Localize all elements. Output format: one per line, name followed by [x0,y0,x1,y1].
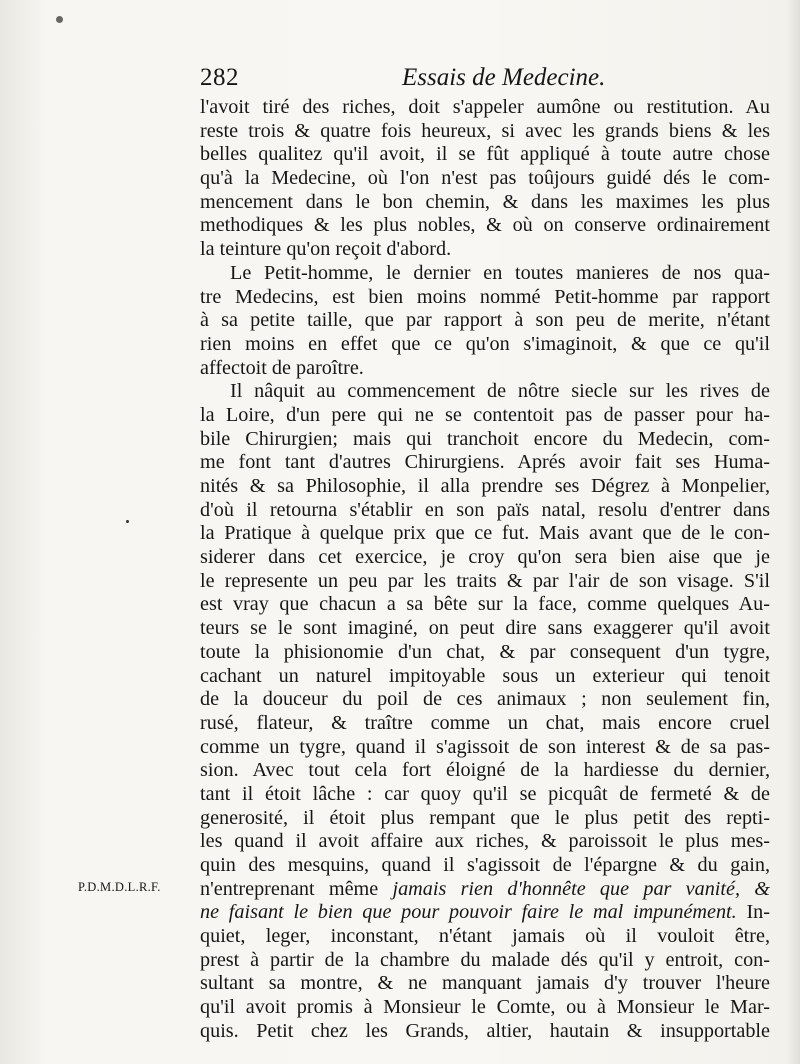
text-line-mixed [200,878,770,902]
text-line: Le Petit-homme, le dernier en toutes manieres de nos qua- [230,261,770,284]
text-segment: In- [746,901,770,924]
text-line: tre Medecins, est bien moins nommé Petit-homme par rapport [200,285,770,308]
text-line: sultant sa montre, & ne manquant jamais d'y trouver l'heure [200,972,770,995]
text-line: reste trois & quatre fois heureux, si avec les grands biens & les [200,119,770,142]
text-line: Il nâquit au commencement de nôtre siecle sur les rives de [230,380,770,403]
text-line: la teinture qu'on reçoit d'abord. [200,238,452,261]
body-text [200,96,770,1044]
text-line-mixed [200,901,770,925]
text-line: comme un tygre, quand il s'agissoit de son interest & de sa pas- [200,735,770,758]
text-line: qu'à la Medecine, où l'on n'est pas toûjours guidé dés le com- [200,167,770,190]
ink-spot [56,16,63,23]
text-line: nités & sa Philosophie, il alla prendre ses Dégrez à Monpelier, [200,475,770,497]
text-line: l'avoit tiré des riches, doit s'appeler aumône ou restitution. Au [200,96,770,118]
running-title: Essais de Medecine. [402,64,606,91]
text-line: la Loire, d'un pere qui ne se contentoit pas de passer pour ha- [200,403,770,426]
text-segment: n'entreprenant même [200,877,379,900]
text-line: la Pratique à quelque prix que ce fut. Mais avant que de le con- [200,522,770,545]
text-line: le represente un peu par les traits & par l'air de son visage. S'il [200,569,770,592]
text-line: rusé, flateur, & traître comme un chat, mais encore cruel [200,711,770,734]
italic-segment: ne faisant le bien que pour pouvoir faire le mal impunément. [200,901,737,924]
text-line: generosité, il étoit plus rempant que le plus petit des repti- [200,806,770,829]
ink-mark [126,520,129,523]
page-edge-shadow [786,0,800,1064]
text-line: les quand il avoit affaire aux riches, & paroissoit le plus mes- [200,830,770,853]
text-line: teurs se le sont imaginé, on peut dire sans exaggerer qu'il avoit [200,617,770,640]
text-line: quin des mesquins, quand il s'agissoit de l'épargne & du gain, [200,854,770,876]
page-header [198,64,768,98]
text-line: est vray que chacun a sa bête sur la face, comme quelques Au- [200,593,770,616]
text-line: siderer dans cet exercice, je croy qu'on sera bien aise que je [200,546,770,569]
text-line: belles qualitez qu'il avoit, il se fût appliqué à toute autre chose [200,143,770,166]
page-number: 282 [200,64,239,91]
text-line: methodiques & les plus nobles, & où on conserve ordinairement [200,214,770,237]
text-line: me font tant d'autres Chirurgiens. Aprés avoir fait ses Huma- [200,451,770,474]
text-line: quiet, leger, inconstant, n'étant jamais où il vouloit être, [200,925,770,948]
text-line: rien moins en effet que ce qu'on s'imaginoit, & que ce qu'il [200,332,770,355]
text-line: quis. Petit chez les Grands, altier, hautain & insupportable [200,1019,770,1042]
text-line: toute la phisionomie d'un chat, & par consequent d'un tygre, [200,640,770,663]
text-line: bile Chirurgien; mais qui tranchoit encore du Medecin, com- [200,427,770,450]
text-line: sion. Avec tout cela fort éloigné de la hardiesse du dernier, [200,759,770,782]
text-line: mencement dans le bon chemin, & dans les maximes les plus [200,190,770,213]
text-line: prest à partir de la chambre du malade dés qu'il y entroit, con- [200,948,770,971]
italic-segment: jamais rien d'honnête que par vanité, & [392,877,770,900]
text-line: à sa petite taille, que par rapport à son peu de merite, n'étant [200,309,770,332]
text-line: affectoit de paroître. [200,356,364,379]
text-line: d'où il retourna s'établir en son païs natal, resolu d'entrer dans [200,498,770,521]
text-line: cachant un naturel impitoyable sous un exterieur qui tenoit [200,664,770,687]
text-line: tant il étoit lâche : car quoy qu'il se picquât de fermeté & de [200,782,770,805]
text-line: de la douceur du poil de ces animaux ; non seulement fin, [200,688,770,711]
margin-note: P.D.M.D.L.R.F. [78,880,161,894]
text-line: qu'il avoit promis à Monsieur le Comte, ou à Monsieur le Mar- [200,996,770,1019]
